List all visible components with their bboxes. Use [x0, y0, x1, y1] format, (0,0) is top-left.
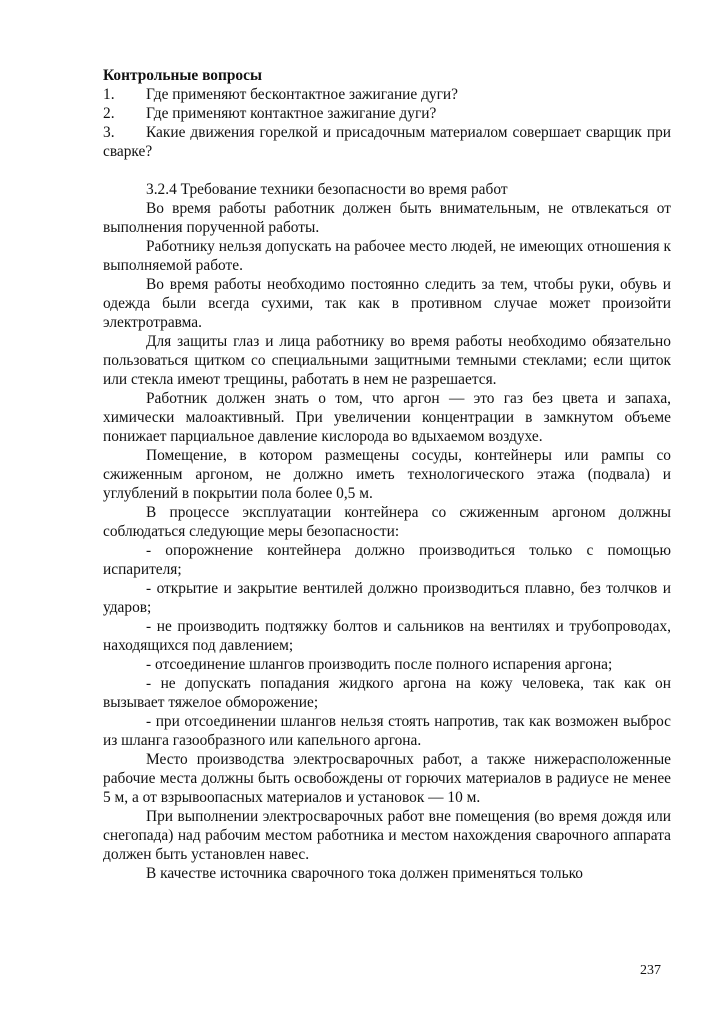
- list-item: - опорожнение контейнера должно производиться только с помощью испарителя;: [103, 542, 671, 578]
- question-number: 3.: [103, 124, 115, 141]
- spacer: [103, 161, 671, 180]
- paragraph: Во время работы необходимо постоянно следить за тем, чтобы руки, обувь и одежда были всегда сухими, так как в противном случае может произойти электротравма.: [103, 276, 671, 331]
- list-item: - при отсоединении шлангов нельзя стоять напротив, так как возможен выброс из шланга газообразного или капельного аргона.: [103, 713, 671, 749]
- paragraph: Место производства электросварочных работ, а также нижерасположенные рабочие места должны быть освобождены от горючих материалов в радиусе не менее 5 м, а от взрывоопасных материалов и установок — 10 м.: [103, 751, 671, 806]
- questions-title: Контрольные вопросы: [103, 67, 262, 84]
- list-item: - открытие и закрытие вентилей должно производиться плавно, без толчков и ударов;: [103, 580, 671, 616]
- paragraph: В качестве источника сварочного тока должен применяться только: [146, 865, 583, 882]
- paragraph: В процессе эксплуатации контейнера со сжиженным аргоном должны соблюдаться следующие меры безопасности:: [103, 504, 671, 540]
- question-text: Где применяют контактное зажигание дуги?: [146, 105, 437, 122]
- paragraph: Во время работы работник должен быть внимательным, не отвлекаться от выполнения порученной работы.: [103, 200, 671, 236]
- question-item: [103, 85, 671, 104]
- paragraph: Помещение, в котором размещены сосуды, контейнеры или рампы со сжиженным аргоном, не должно иметь технологического этажа (подвала) и углублений в покрытии пола более 0,5 м.: [103, 447, 671, 502]
- question-item: [103, 123, 671, 161]
- paragraph: Работнику нельзя допускать на рабочее место людей, не имеющих отношения к выполняемой работе.: [103, 238, 671, 274]
- list-item: - отсоединение шлангов производить после полного испарения аргона;: [146, 656, 613, 673]
- paragraph: Для защиты глаз и лица работнику во время работы необходимо обязательно пользоваться щитком со специальными защитными темными стеклами; если щиток или стекла имеют трещины, работать в нем не разрешается.: [103, 333, 671, 388]
- page-number: 237: [640, 963, 661, 978]
- question-text: Где применяют бесконтактное зажигание дуги?: [146, 86, 458, 103]
- list-item: - не допускать попадания жидкого аргона на кожу человека, так как он вызывает тяжелое обморожение;: [103, 675, 671, 711]
- question-item: [103, 104, 671, 123]
- paragraph: При выполнении электросварочных работ вне помещения (во время дождя или снегопада) над рабочим местом работника и местом нахождения сварочного аппарата должен быть установлен навес.: [103, 808, 671, 863]
- document-page: [103, 60, 671, 883]
- list-item: - не производить подтяжку болтов и сальников на вентилях и трубопроводах, находящихся под давлением;: [103, 618, 671, 654]
- question-number: 2.: [103, 105, 115, 122]
- section-heading: 3.2.4 Требование техники безопасности во время работ: [146, 181, 508, 198]
- question-number: 1.: [103, 86, 115, 103]
- paragraph: Работник должен знать о том, что аргон — это газ без цвета и запаха, химически малоактивный. При увеличении концентрации в замкнутом объеме понижает парциальное давление кислорода во вдыхаемом воздухе.: [103, 390, 671, 445]
- question-text: Какие движения горелкой и присадочным материалом совершает сварщик при сварке?: [103, 124, 671, 160]
